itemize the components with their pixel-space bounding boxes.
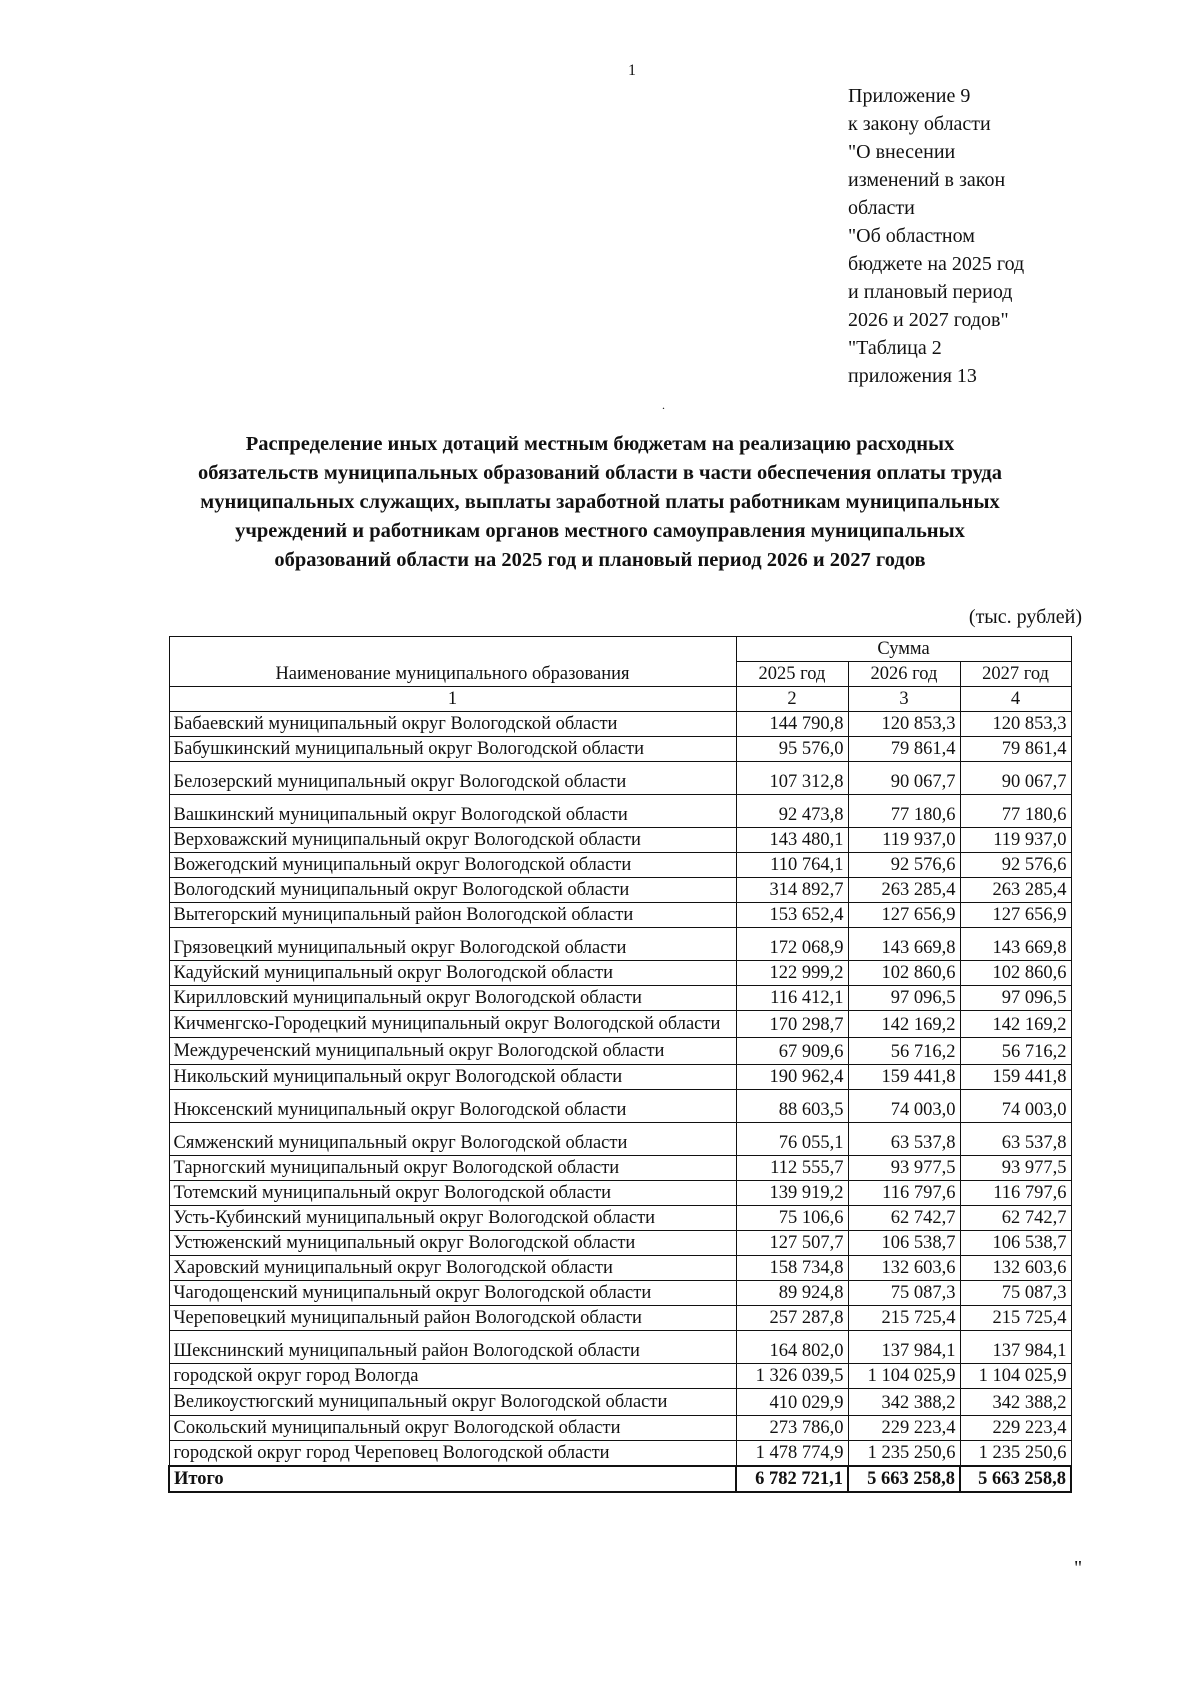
amount-2027: 159 441,8	[960, 1065, 1071, 1090]
municipality-name: Бабаевский муниципальный округ Вологодской области	[169, 712, 736, 737]
municipality-name: Кадуйский муниципальный округ Вологодской области	[169, 961, 736, 986]
total-2027: 5 663 258,8	[960, 1466, 1071, 1492]
municipality-name: Кичменгско-Городецкий муниципальный округ Вологодской области	[169, 1011, 736, 1038]
amount-2027: 77 180,6	[960, 795, 1071, 828]
amount-2026: 77 180,6	[848, 795, 960, 828]
amount-2026: 79 861,4	[848, 737, 960, 762]
title-line: обязательств муниципальных образований области в части обеспечения оплаты труда	[197, 462, 1003, 484]
amount-2026: 1 235 250,6	[848, 1441, 960, 1467]
amount-2027: 1 104 025,9	[960, 1364, 1071, 1389]
amount-2026: 137 984,1	[848, 1331, 960, 1364]
table-row	[169, 986, 1071, 1011]
amount-2025: 257 287,8	[736, 1306, 848, 1331]
column-number-1: 1	[169, 687, 736, 712]
page-number: 1	[628, 62, 636, 79]
stray-dot: .	[662, 398, 665, 412]
appendix-line: Приложение 9	[848, 85, 971, 107]
amount-2025: 1 326 039,5	[736, 1364, 848, 1389]
amount-2027: 229 223,4	[960, 1416, 1071, 1441]
year-header-2026: 2026 год	[848, 662, 960, 687]
amount-2026: 75 087,3	[848, 1281, 960, 1306]
municipality-name: Устюженский муниципальный округ Вологодской области	[169, 1231, 736, 1256]
table-row	[169, 762, 1071, 795]
amount-2026: 119 937,0	[848, 828, 960, 853]
column-number-3: 3	[848, 687, 960, 712]
table-row	[169, 1181, 1071, 1206]
amount-2025: 92 473,8	[736, 795, 848, 828]
amount-2026: 120 853,3	[848, 712, 960, 737]
amount-2026: 142 169,2	[848, 1011, 960, 1038]
amount-2025: 107 312,8	[736, 762, 848, 795]
amount-2026: 74 003,0	[848, 1090, 960, 1123]
appendix-line: приложения 13	[848, 365, 977, 387]
municipality-name: Нюксенский муниципальный округ Вологодской области	[169, 1090, 736, 1123]
amount-2026: 56 716,2	[848, 1038, 960, 1065]
amount-2026: 229 223,4	[848, 1416, 960, 1441]
amount-2025: 75 106,6	[736, 1206, 848, 1231]
appendix-line: и плановый период	[848, 281, 1013, 303]
municipality-name: Вашкинский муниципальный округ Вологодской области	[169, 795, 736, 828]
amount-2027: 106 538,7	[960, 1231, 1071, 1256]
title-line: Распределение иных дотаций местным бюджетам на реализацию расходных	[245, 433, 955, 455]
amount-2025: 170 298,7	[736, 1011, 848, 1038]
municipality-name: Белозерский муниципальный округ Вологодской области	[169, 762, 736, 795]
amount-2027: 90 067,7	[960, 762, 1071, 795]
amount-2027: 92 576,6	[960, 853, 1071, 878]
table-row	[169, 1416, 1071, 1441]
table-row	[169, 961, 1071, 986]
amount-2026: 132 603,6	[848, 1256, 960, 1281]
amount-2025: 76 055,1	[736, 1123, 848, 1156]
municipality-name: Харовский муниципальный округ Вологодской области	[169, 1256, 736, 1281]
closing-quote: "	[1074, 1557, 1083, 1579]
amount-2026: 1 104 025,9	[848, 1364, 960, 1389]
table-body	[169, 712, 1071, 1467]
municipality-name: Никольский муниципальный округ Вологодской области	[169, 1065, 736, 1090]
amount-2025: 190 962,4	[736, 1065, 848, 1090]
amount-2025: 139 919,2	[736, 1181, 848, 1206]
table-row	[169, 1038, 1071, 1065]
column-number-4: 4	[960, 687, 1071, 712]
amount-2027: 263 285,4	[960, 878, 1071, 903]
amount-2027: 75 087,3	[960, 1281, 1071, 1306]
amount-2025: 88 603,5	[736, 1090, 848, 1123]
amount-2026: 97 096,5	[848, 986, 960, 1011]
amount-2025: 116 412,1	[736, 986, 848, 1011]
table-row	[169, 1123, 1071, 1156]
amount-2025: 164 802,0	[736, 1331, 848, 1364]
appendix-line: области	[848, 197, 915, 219]
amount-2026: 63 537,8	[848, 1123, 960, 1156]
budget-table	[168, 636, 1072, 1493]
appendix-line: "О внесении	[848, 141, 956, 163]
amount-2026: 93 977,5	[848, 1156, 960, 1181]
municipality-name: Грязовецкий муниципальный округ Вологодской области	[169, 928, 736, 961]
municipality-name: Усть-Кубинский муниципальный округ Вологодской области	[169, 1206, 736, 1231]
amount-2025: 273 786,0	[736, 1416, 848, 1441]
amount-2026: 90 067,7	[848, 762, 960, 795]
amount-2027: 74 003,0	[960, 1090, 1071, 1123]
appendix-line: "Об областном	[848, 225, 975, 247]
appendix-line: к закону области	[848, 113, 991, 135]
amount-2026: 116 797,6	[848, 1181, 960, 1206]
amount-2025: 172 068,9	[736, 928, 848, 961]
table-row	[169, 1281, 1071, 1306]
amount-2025: 122 999,2	[736, 961, 848, 986]
units-label: (тыс. рублей)	[968, 606, 1082, 628]
municipality-name: Вытегорский муниципальный район Вологодской области	[169, 903, 736, 928]
amount-2026: 342 388,2	[848, 1389, 960, 1416]
amount-2026: 102 860,6	[848, 961, 960, 986]
table-row	[169, 1065, 1071, 1090]
total-2026: 5 663 258,8	[848, 1466, 960, 1492]
municipality-name: Сямженский муниципальный округ Вологодской области	[169, 1123, 736, 1156]
municipality-name: Кирилловский муниципальный округ Вологодской области	[169, 986, 736, 1011]
amount-2027: 137 984,1	[960, 1331, 1071, 1364]
table-row	[169, 903, 1071, 928]
total-label: Итого	[169, 1466, 736, 1492]
municipality-name: Междуреченский муниципальный округ Вологодской области	[169, 1038, 736, 1065]
appendix-line: изменений в закон	[848, 169, 1006, 191]
document-title	[150, 430, 1050, 575]
table-row	[169, 795, 1071, 828]
amount-2027: 215 725,4	[960, 1306, 1071, 1331]
year-header-2027: 2027 год	[960, 662, 1071, 687]
total-row	[169, 1466, 1071, 1492]
municipality-name: Тарногский муниципальный округ Вологодской области	[169, 1156, 736, 1181]
amount-2025: 143 480,1	[736, 828, 848, 853]
title-line: муниципальных служащих, выплаты заработной платы работникам муниципальных	[200, 491, 1000, 513]
sum-column-header: Сумма	[736, 637, 1071, 662]
amount-2027: 119 937,0	[960, 828, 1071, 853]
amount-2027: 97 096,5	[960, 986, 1071, 1011]
amount-2027: 342 388,2	[960, 1389, 1071, 1416]
municipality-name: городской округ город Череповец Вологодской области	[169, 1441, 736, 1467]
amount-2027: 142 169,2	[960, 1011, 1071, 1038]
column-number-2: 2	[736, 687, 848, 712]
municipality-name: Шекснинский муниципальный район Вологодской области	[169, 1331, 736, 1364]
municipality-name: Тотемский муниципальный округ Вологодской области	[169, 1181, 736, 1206]
table-row	[169, 828, 1071, 853]
amount-2025: 144 790,8	[736, 712, 848, 737]
amount-2025: 89 924,8	[736, 1281, 848, 1306]
amount-2025: 314 892,7	[736, 878, 848, 903]
table-row	[169, 1331, 1071, 1364]
table-row	[169, 1306, 1071, 1331]
title-line: учреждений и работникам органов местного самоуправления муниципальных	[235, 520, 965, 542]
amount-2027: 127 656,9	[960, 903, 1071, 928]
amount-2025: 127 507,7	[736, 1231, 848, 1256]
amount-2026: 143 669,8	[848, 928, 960, 961]
amount-2027: 56 716,2	[960, 1038, 1071, 1065]
table-row	[169, 853, 1071, 878]
amount-2026: 263 285,4	[848, 878, 960, 903]
amount-2027: 120 853,3	[960, 712, 1071, 737]
amount-2026: 62 742,7	[848, 1206, 960, 1231]
amount-2027: 102 860,6	[960, 961, 1071, 986]
amount-2025: 112 555,7	[736, 1156, 848, 1181]
municipality-name: Вожегодский муниципальный округ Вологодской области	[169, 853, 736, 878]
amount-2026: 92 576,6	[848, 853, 960, 878]
municipality-name: городской округ город Вологда	[169, 1364, 736, 1389]
municipality-name: Чагодощенский муниципальный округ Вологодской области	[169, 1281, 736, 1306]
table-row	[169, 878, 1071, 903]
municipality-name: Бабушкинский муниципальный округ Вологодской области	[169, 737, 736, 762]
municipality-name: Череповецкий муниципальный район Вологодской области	[169, 1306, 736, 1331]
amount-2027: 143 669,8	[960, 928, 1071, 961]
municipality-name: Верховажский муниципальный округ Вологодской области	[169, 828, 736, 853]
table-row	[169, 1156, 1071, 1181]
amount-2027: 62 742,7	[960, 1206, 1071, 1231]
amount-2025: 153 652,4	[736, 903, 848, 928]
amount-2027: 132 603,6	[960, 1256, 1071, 1281]
amount-2025: 410 029,9	[736, 1389, 848, 1416]
table-row	[169, 712, 1071, 737]
amount-2027: 116 797,6	[960, 1181, 1071, 1206]
amount-2026: 159 441,8	[848, 1065, 960, 1090]
appendix-line: 2026 и 2027 годов"	[848, 309, 1009, 331]
municipality-name: Сокольский муниципальный округ Вологодской области	[169, 1416, 736, 1441]
amount-2026: 127 656,9	[848, 903, 960, 928]
table-row	[169, 1231, 1071, 1256]
amount-2025: 67 909,6	[736, 1038, 848, 1065]
municipality-name: Вологодский муниципальный округ Вологодской области	[169, 878, 736, 903]
title-line: образований области на 2025 год и плановый период 2026 и 2027 годов	[274, 549, 926, 571]
amount-2027: 79 861,4	[960, 737, 1071, 762]
appendix-line: бюджете на 2025 год	[848, 253, 1025, 275]
municipality-name: Великоустюгский муниципальный округ Вологодской области	[169, 1389, 736, 1416]
amount-2025: 95 576,0	[736, 737, 848, 762]
amount-2027: 93 977,5	[960, 1156, 1071, 1181]
amount-2025: 110 764,1	[736, 853, 848, 878]
name-column-header: Наименование муниципального образования	[169, 637, 736, 687]
amount-2025: 158 734,8	[736, 1256, 848, 1281]
table-row	[169, 1256, 1071, 1281]
appendix-reference	[848, 82, 1088, 390]
table-row	[169, 928, 1071, 961]
table-row	[169, 737, 1071, 762]
table-row	[169, 1011, 1071, 1038]
year-header-2025: 2025 год	[736, 662, 848, 687]
amount-2027: 1 235 250,6	[960, 1441, 1071, 1467]
table-row	[169, 1364, 1071, 1389]
table-row	[169, 1206, 1071, 1231]
amount-2026: 106 538,7	[848, 1231, 960, 1256]
amount-2026: 215 725,4	[848, 1306, 960, 1331]
amount-2027: 63 537,8	[960, 1123, 1071, 1156]
amount-2025: 1 478 774,9	[736, 1441, 848, 1467]
table-row	[169, 1090, 1071, 1123]
table-row	[169, 1389, 1071, 1416]
appendix-line: "Таблица 2	[848, 337, 942, 359]
total-2025: 6 782 721,1	[736, 1466, 848, 1492]
table-row	[169, 1441, 1071, 1467]
